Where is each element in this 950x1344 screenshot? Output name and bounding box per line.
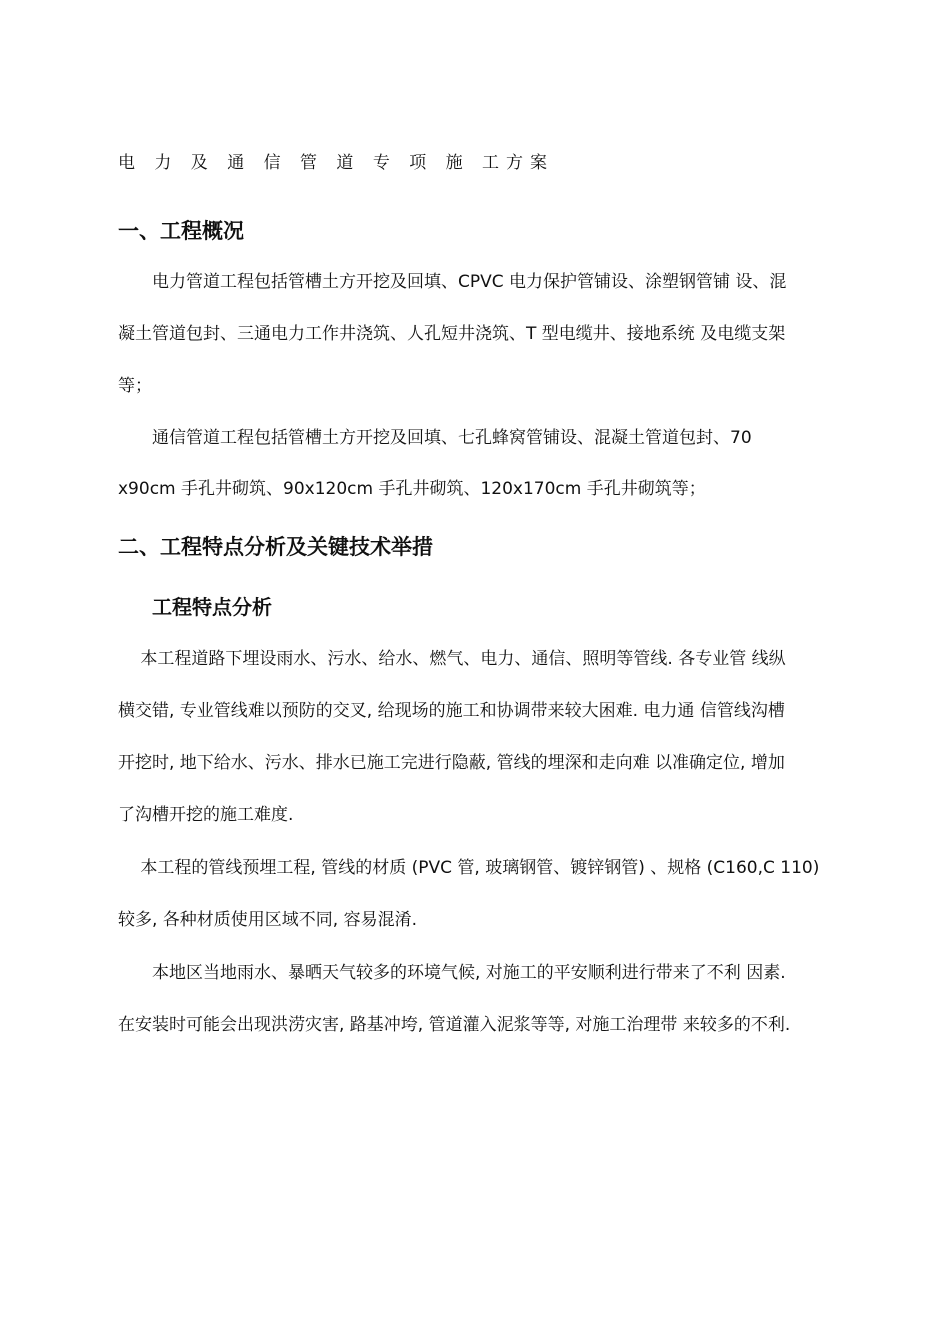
document-title: 电 力 及 通 信 管 道 专 项 施 工方案 <box>118 153 555 173</box>
paragraph-line: 较多, 各种材质使用区域不同, 容易混淆. <box>118 910 418 930</box>
paragraph-line: 等； <box>118 376 152 396</box>
paragraph-line: 横交错, 专业管线难以预防的交叉, 给现场的施工和协调带来较大困难. 电力通 信管线沟槽 <box>118 701 785 721</box>
paragraph-line: 开挖时, 地下给水、污水、排水已施工完进行隐蔽, 管线的埋深和走向难 以准确定位, 增加 <box>118 753 785 773</box>
subsection-heading-analysis: 工程特点分析 <box>152 595 272 619</box>
paragraph-line: 本地区当地雨水、暴晒天气较多的环境气候, 对施工的平安顺利进行带来了不利 因素. <box>118 963 786 983</box>
paragraph-line: x90cm 手孔井砌筑、90x120cm 手孔井砌筑、120x170cm 手孔井砌筑等； <box>118 479 706 499</box>
paragraph-line: 通信管道工程包括管槽土方开挖及回填、七孔蜂窝管铺设、混凝土管道包封、70 <box>118 428 752 448</box>
paragraph-line: 本工程的管线预埋工程, 管线的材质 (PVC 管, 玻璃钢管、镀锌钢管) 、规格 (C160,C 110) <box>118 858 820 878</box>
paragraph-line: 了沟槽开挖的施工难度. <box>118 805 294 825</box>
paragraph-line: 凝土管道包封、三通电力工作井浇筑、人孔短井浇筑、T 型电缆井、接地系统 及电缆支架 <box>118 324 786 344</box>
section-heading-features: 二、工程特点分析及关键技术举措 <box>118 535 433 559</box>
paragraph-line: 在安装时可能会出现洪涝灾害, 路基冲垮, 管道灌入泥浆等等, 对施工治理带 来较多的不利. <box>118 1015 791 1035</box>
paragraph-line: 电力管道工程包括管槽土方开挖及回填、CPVC 电力保护管铺设、涂塑钢管铺 设、混 <box>118 272 787 292</box>
paragraph-line: 本工程道路下埋设雨水、污水、给水、燃气、电力、通信、照明等管线. 各专业管 线纵 <box>118 649 786 669</box>
section-heading-overview: 一、工程概况 <box>118 219 244 243</box>
